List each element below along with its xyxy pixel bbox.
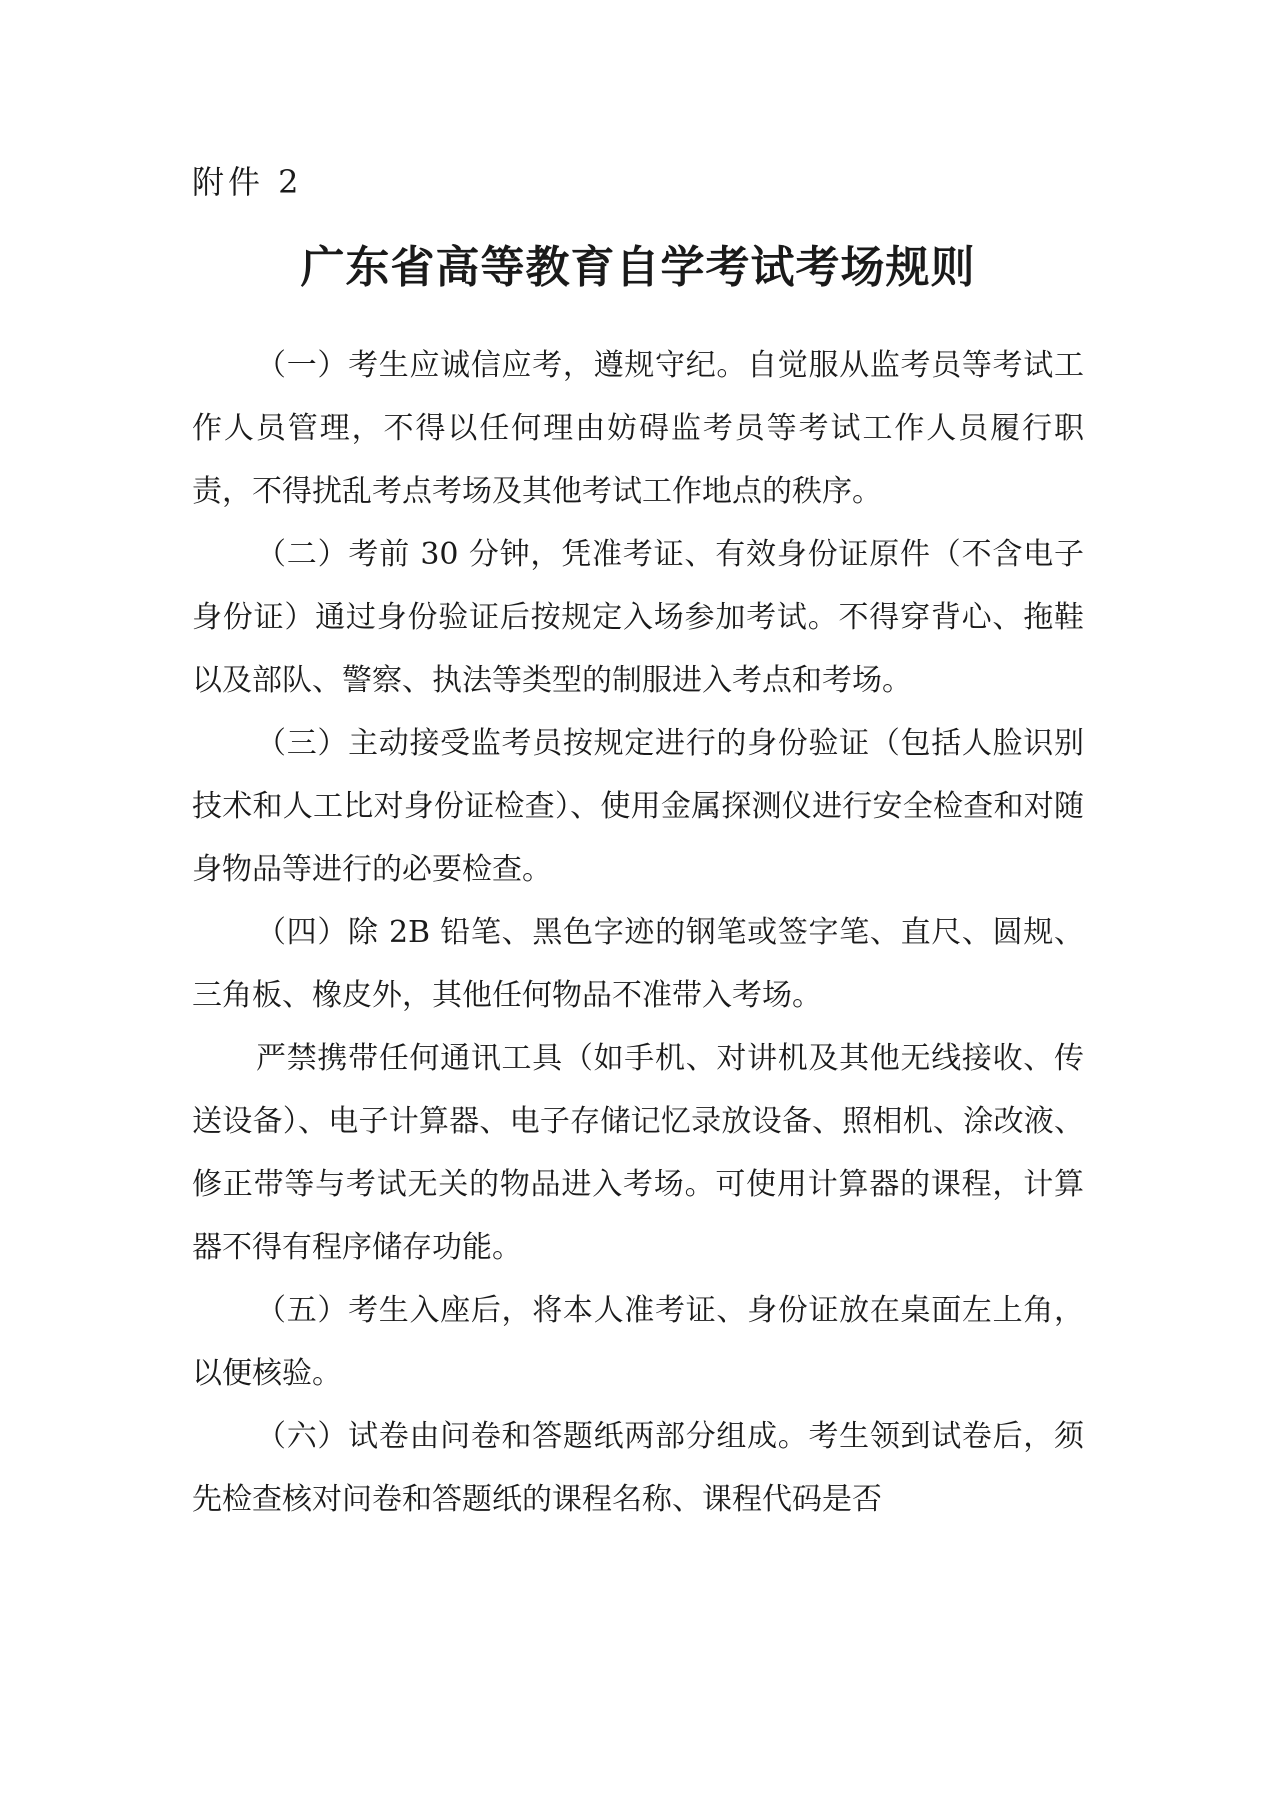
rule-paragraph-1: （一）考生应诚信应考，遵规守纪。自觉服从监考员等考试工作人员管理，不得以任何理由妨碍监考员等考试工作人员履行职责，不得扰乱考点考场及其他考试工作地点的秩序。: [192, 348, 1084, 509]
rule-paragraph-2: （二）考前 30 分钟，凭准考证、有效身份证原件（不含电子身份证）通过身份验证后按规定入场参加考试。不得穿背心、拖鞋以及部队、警察、执法等类型的制服进入考点和考场。: [192, 537, 1084, 698]
document-title: 广东省高等教育自学考试考场规则: [300, 242, 976, 293]
rule-paragraph-6: （六）试卷由问卷和答题纸两部分组成。考生领到试卷后，须先检查核对问卷和答题纸的课程名称、课程代码是否: [192, 1419, 1084, 1517]
rule-paragraph-4: （四）除 2B 铅笔、黑色字迹的钢笔或签字笔、直尺、圆规、三角板、橡皮外，其他任何物品不准带入考场。: [192, 915, 1084, 1013]
rule-paragraph-4-continued: 严禁携带任何通讯工具（如手机、对讲机及其他无线接收、传送设备）、电子计算器、电子存储记忆录放设备、照相机、涂改液、修正带等与考试无关的物品进入考场。可使用计算器的课程，计算器不得有程序储存功能。: [192, 1041, 1084, 1265]
attachment-label: 附件 2: [192, 163, 303, 201]
rule-paragraph-3: （三）主动接受监考员按规定进行的身份验证（包括人脸识别技术和人工比对身份证检查）、使用金属探测仪进行安全检查和对随身物品等进行的必要检查。: [192, 726, 1084, 887]
document-body: [192, 334, 1084, 1531]
rule-paragraph-5: （五）考生入座后，将本人准考证、身份证放在桌面左上角，以便核验。: [192, 1293, 1084, 1391]
